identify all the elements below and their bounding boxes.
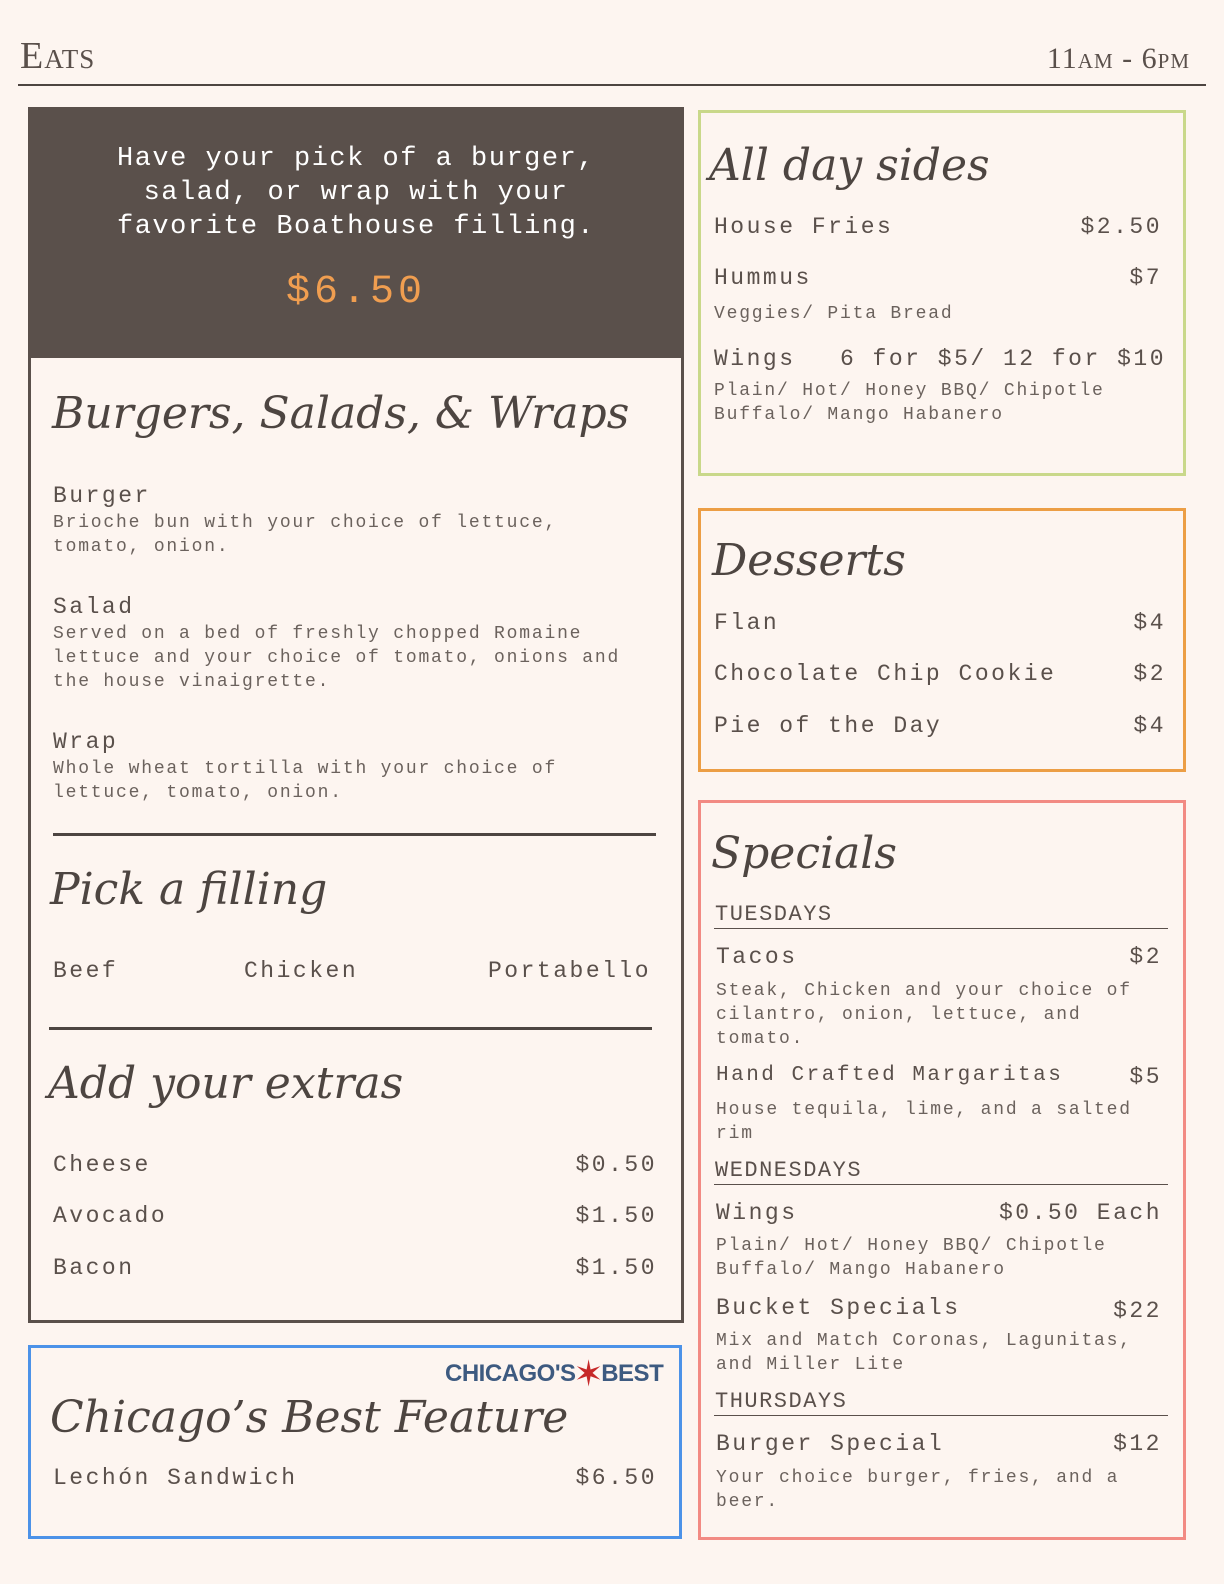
- section-title-burgers-salads-wraps: Burgers, Salads, & Wraps: [52, 388, 630, 439]
- section-title-desserts: Desserts: [712, 535, 906, 586]
- day-divider: [714, 1415, 1168, 1416]
- item-desc-wrap: Whole wheat tortilla with your choice of lettuce, tomato, onion.: [53, 759, 558, 803]
- day-heading-wednesdays: WEDNESDAYS: [715, 1158, 863, 1183]
- hours: 11am - 6pm: [1046, 42, 1190, 75]
- menu-title: Eats: [20, 35, 96, 77]
- day-heading-thursdays: THURSDAYS: [715, 1389, 848, 1414]
- side-name-house-fries: House Fries: [714, 214, 894, 240]
- logo-text-right: BEST: [601, 1360, 664, 1387]
- special-price-bucket: $22: [1113, 1298, 1162, 1324]
- day-heading-tuesdays: TUESDAYS: [715, 902, 833, 927]
- dessert-name-cookie: Chocolate Chip Cookie: [714, 661, 1057, 687]
- logo-text-left: CHICAGO'S: [445, 1360, 576, 1387]
- dessert-price-pie: $4: [1133, 713, 1166, 739]
- side-price-wings: 6 for $5/ 12 for $10: [839, 346, 1166, 372]
- section-title-sides: All day sides: [709, 140, 990, 191]
- header-divider: [18, 84, 1206, 86]
- promo-price: $6.50: [285, 270, 427, 315]
- dessert-name-pie: Pie of the Day: [714, 713, 943, 739]
- section-title-specials: Specials: [711, 828, 897, 879]
- side-desc-wings: Plain/ Hot/ Honey BBQ/ Chipotle Buffalo/ Mango Habanero: [714, 381, 1105, 425]
- special-name-bucket: Bucket Specials: [716, 1295, 961, 1321]
- special-price-margaritas: $5: [1129, 1064, 1162, 1090]
- filling-option-portabello: Portabello: [488, 958, 652, 984]
- special-name-wings: Wings: [716, 1200, 798, 1226]
- section-divider: [49, 1027, 652, 1030]
- extra-name-avocado: Avocado: [53, 1203, 168, 1229]
- special-name-margaritas: Hand Crafted Margaritas: [716, 1064, 1064, 1087]
- special-price-burger: $12: [1113, 1431, 1162, 1457]
- section-title-feature: Chicago’s Best Feature: [50, 1392, 569, 1443]
- side-price-hummus: $7: [1129, 265, 1162, 291]
- day-divider: [714, 928, 1168, 929]
- special-desc-burger: Your choice burger, fries, and a beer.: [716, 1468, 1120, 1512]
- side-name-hummus: Hummus: [714, 265, 812, 291]
- special-desc-margaritas: House tequila, lime, and a salted rim: [716, 1100, 1132, 1144]
- section-title-extras: Add your extras: [48, 1058, 404, 1109]
- special-price-wings: $0.50 Each: [998, 1200, 1162, 1226]
- special-name-burger: Burger Special: [716, 1431, 945, 1457]
- special-desc-wings: Plain/ Hot/ Honey BBQ/ Chipotle Buffalo/ Mango Habanero: [716, 1236, 1107, 1280]
- extra-name-cheese: Cheese: [53, 1152, 151, 1178]
- dessert-name-flan: Flan: [714, 610, 780, 636]
- star-icon: ✶: [573, 1353, 604, 1394]
- section-title-pick-filling: Pick a filling: [50, 864, 328, 915]
- feature-item-name: Lechón Sandwich: [53, 1465, 298, 1491]
- special-desc-tacos: Steak, Chicken and your choice of cilantro, onion, lettuce, and tomato.: [716, 981, 1132, 1049]
- item-name-wrap: Wrap: [53, 729, 119, 755]
- special-desc-bucket: Mix and Match Coronas, Lagunitas, and Miller Lite: [716, 1331, 1132, 1375]
- feature-item-price: $6.50: [575, 1465, 657, 1491]
- promo-text: Have your pick of a burger, salad, or wrap with your favorite Boathouse filling.: [117, 144, 595, 242]
- dessert-price-cookie: $2: [1133, 661, 1166, 687]
- item-name-salad: Salad: [53, 594, 135, 620]
- extra-price-cheese: $0.50: [575, 1152, 657, 1178]
- special-name-tacos: Tacos: [716, 944, 798, 970]
- item-name-burger: Burger: [53, 483, 151, 509]
- special-price-tacos: $2: [1129, 944, 1162, 970]
- side-name-wings: Wings: [714, 346, 796, 372]
- filling-option-beef: Beef: [53, 958, 119, 984]
- side-price-house-fries: $2.50: [1080, 214, 1162, 240]
- extra-name-bacon: Bacon: [53, 1255, 135, 1281]
- dessert-price-flan: $4: [1133, 610, 1166, 636]
- side-desc-hummus: Veggies/ Pita Bread: [714, 304, 954, 324]
- extra-price-avocado: $1.50: [575, 1203, 657, 1229]
- chicagos-best-logo: [445, 1354, 663, 1394]
- item-desc-burger: Brioche bun with your choice of lettuce, tomato, onion.: [53, 513, 558, 557]
- day-divider: [714, 1184, 1168, 1185]
- extra-price-bacon: $1.50: [575, 1255, 657, 1281]
- item-desc-salad: Served on a bed of freshly chopped Romaine lettuce and your choice of tomato, onions and the house vinaigrette.: [53, 624, 621, 692]
- section-divider: [53, 833, 656, 836]
- filling-option-chicken: Chicken: [244, 958, 359, 984]
